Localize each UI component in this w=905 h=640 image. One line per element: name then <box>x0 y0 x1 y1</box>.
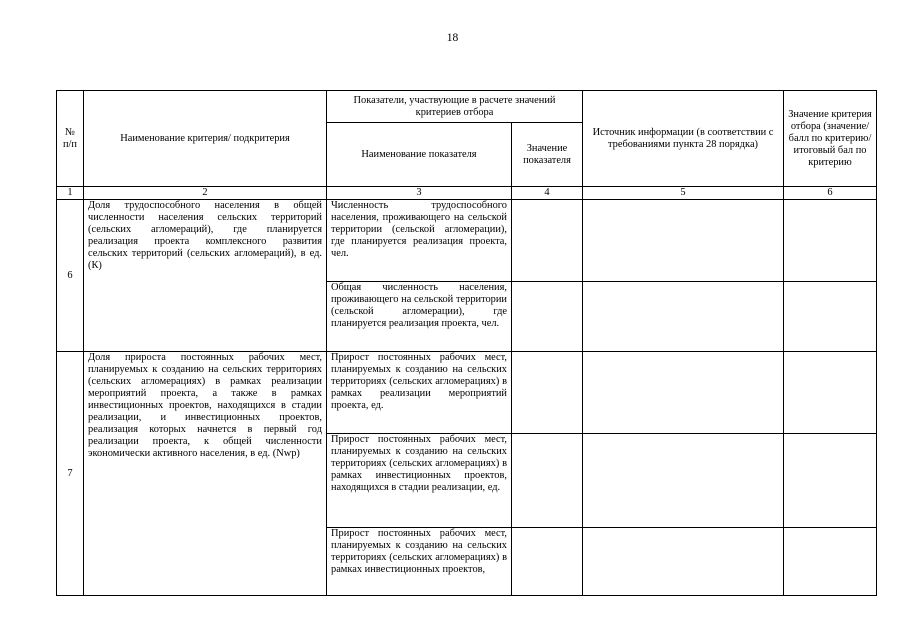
indicator-value-cell <box>512 200 583 282</box>
source-cell <box>583 200 784 282</box>
indicator-value-cell <box>512 528 583 596</box>
source-cell <box>583 528 784 596</box>
column-number: 6 <box>784 187 877 200</box>
indicator-name: Общая численность населения, проживающего на сельской территории (сельской агломерации), где планируется реализация проекта, чел. <box>327 282 512 352</box>
column-number: 3 <box>327 187 512 200</box>
row-number: 6 <box>57 200 84 352</box>
header-criterion-name: Наименование критерия/ подкритерия <box>84 91 327 187</box>
indicator-name: Прирост постоянных рабочих мест, планируемых к созданию на сельских территориях (сельских агломерациях) в рамках инвестиционных проектов, находящихся в стадии реализации, ед. <box>327 434 512 528</box>
source-cell <box>583 282 784 352</box>
criterion-value-cell <box>784 282 877 352</box>
criterion-text: Доля трудоспособного населения в общей численности населения сельских территорий (сельских агломераций), где планируется реализация проекта комплексного развития сельских территорий (сельских агломераций), в ед. (К) <box>84 200 327 352</box>
source-cell <box>583 434 784 528</box>
header-row-1 <box>57 91 877 123</box>
header-criterion-value: Значение критерия отбора (значение/ балл по критерию/ итоговый бал по критерию <box>784 91 877 187</box>
indicator-name: Прирост постоянных рабочих мест, планируемых к созданию на сельских территориях (сельских агломерациях) в рамках инвестиционных проектов, <box>327 528 512 596</box>
page-number: 18 <box>446 32 459 44</box>
indicator-value-cell <box>512 434 583 528</box>
criterion-value-cell <box>784 528 877 596</box>
header-indicator-name: Наименование показателя <box>327 123 512 187</box>
header-indicator-value: Значение показателя <box>512 123 583 187</box>
source-cell <box>583 352 784 434</box>
indicator-name: Численность трудоспособного населения, проживающего на сельской территории (сельской агломерации), где планируется реализация проекта, чел. <box>327 200 512 282</box>
criterion-text: Доля прироста постоянных рабочих мест, планируемых к созданию на сельских территориях (сельских агломерациях) в рамках реализации мероприятий проекта, а также в рамках инвестиционных проектов, находящихся в стадии реализации, и инвестиционных проектов, реализация которых начнется в первый год реализации проекта, к общей численности экономически активного населения, в ед. (Nwp) <box>84 352 327 596</box>
header-indicators-group: Показатели, участвующие в расчете значений критериев отбора <box>327 91 583 123</box>
table-row <box>57 352 877 434</box>
header-source: Источник информации (в соответствии с требованиями пункта 28 порядка) <box>583 91 784 187</box>
column-number: 2 <box>84 187 327 200</box>
column-number: 4 <box>512 187 583 200</box>
indicator-value-cell <box>512 282 583 352</box>
criterion-value-cell <box>784 200 877 282</box>
table-row <box>57 200 877 282</box>
header-number: № п/п <box>57 91 84 187</box>
column-numbers-row <box>57 187 877 200</box>
criteria-table <box>56 90 877 596</box>
row-number: 7 <box>57 352 84 596</box>
criterion-value-cell <box>784 434 877 528</box>
indicator-name: Прирост постоянных рабочих мест, планируемых к созданию на сельских территориях (сельских агломерациях) в рамках реализации мероприятий проекта, ед. <box>327 352 512 434</box>
column-number: 1 <box>57 187 84 200</box>
column-number: 5 <box>583 187 784 200</box>
indicator-value-cell <box>512 352 583 434</box>
criterion-value-cell <box>784 352 877 434</box>
